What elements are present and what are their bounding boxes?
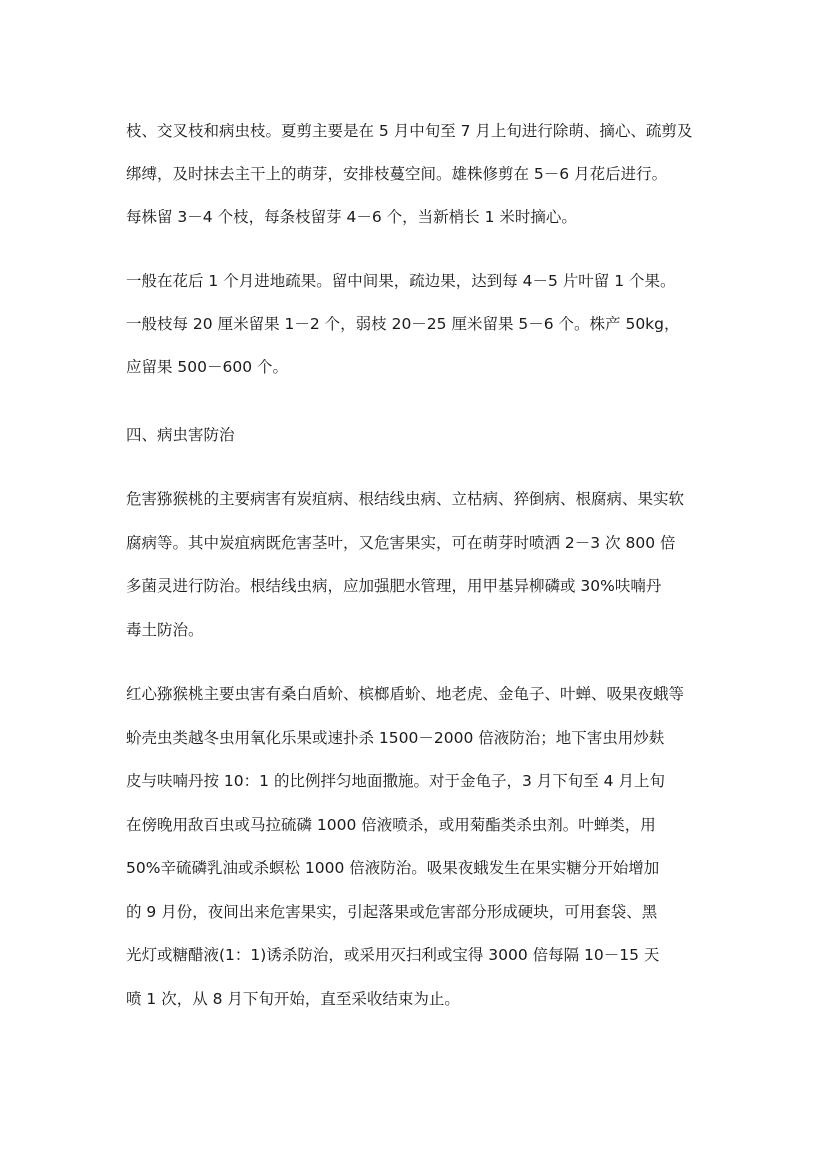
paragraph-1-line-1: 枝、交叉枝和病虫枝。夏剪主要是在 5 月中旬至 7 月上旬进行除萌、摘心、疏剪及 — [126, 122, 693, 140]
paragraph-4-line-3: 皮与呋喃丹按 10：1 的比例拌匀地面撒施。对于金龟子，3 月下旬至 4 月上旬 — [126, 772, 665, 790]
paragraph-4-line-2: 蚧壳虫类越冬虫用氧化乐果或速扑杀 1500－2000 倍液防治；地下害虫用炒麸 — [126, 729, 665, 747]
paragraph-2-line-2: 一般枝每 20 厘米留果 1－2 个，弱枝 20－25 厘米留果 5－6 个。株产 50kg， — [126, 315, 680, 333]
paragraph-4-line-4: 在傍晚用敌百虫或马拉硫磷 1000 倍液喷杀，或用菊酯类杀虫剂。叶蝉类，用 — [126, 816, 656, 834]
section-heading: 四、病虫害防治 — [126, 426, 235, 444]
paragraph-4-line-8: 喷 1 次，从 8 月下旬开始，直至采收结束为止。 — [126, 990, 460, 1008]
paragraph-3-line-1: 危害猕猴桃的主要病害有炭疽病、根结线虫病、立枯病、猝倒病、根腐病、果实软 — [126, 490, 685, 508]
paragraph-4-line-5: 50%辛硫磷乳油或杀螟松 1000 倍液防治。吸果夜蛾发生在果实糖分开始增加 — [126, 859, 660, 877]
paragraph-3-line-4: 毒土防治。 — [126, 621, 204, 639]
paragraph-1-line-2: 绑缚，及时抹去主干上的萌芽，安排枝蔓空间。雄株修剪在 5－6 月花后进行。 — [126, 165, 668, 183]
paragraph-3-line-2: 腐病等。其中炭疽病既危害茎叶，又危害果实，可在萌芽时喷洒 2－3 次 800 倍 — [126, 534, 676, 552]
paragraph-4-line-7: 光灯或糖醋液(1：1)诱杀防治，或采用灭扫利或宝得 3000 倍每隔 10－15 天 — [126, 946, 660, 964]
paragraph-2-line-3: 应留果 500－600 个。 — [126, 358, 289, 376]
paragraph-1-line-3: 每株留 3－4 个枝，每条枝留芽 4－6 个，当新梢长 1 米时摘心。 — [126, 208, 577, 226]
paragraph-2-line-1: 一般在花后 1 个月进地疏果。留中间果，疏边果，达到每 4－5 片叶留 1 个果。 — [126, 272, 676, 290]
paragraph-3-line-3: 多菌灵进行防治。根结线虫病，应加强肥水管理，用甲基异柳磷或 30%呋喃丹 — [126, 577, 662, 595]
paragraph-4-line-6: 的 9 月份，夜间出来危害果实，引起落果或危害部分形成硬块，可用套袋、黑 — [126, 903, 658, 921]
paragraph-4-line-1: 红心猕猴桃主要虫害有桑白盾蚧、槟榔盾蚧、地老虎、金龟子、叶蝉、吸果夜蛾等 — [126, 685, 685, 703]
